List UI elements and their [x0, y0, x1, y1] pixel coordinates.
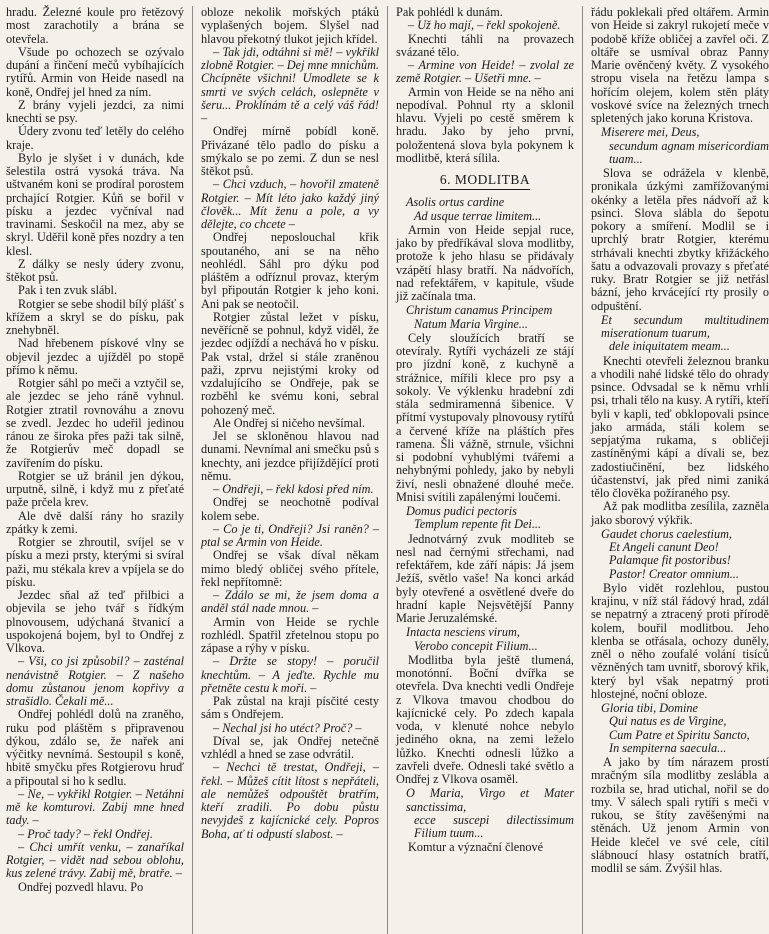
- verse-line: Et secundum multitudinem miserationum tuarum,: [601, 312, 769, 340]
- latin-verse: [396, 626, 574, 653]
- column-4: [591, 6, 769, 934]
- verse-line: Gloria tibi, Domine: [601, 701, 698, 715]
- verse-line: Pastor! Creator omnium...: [609, 566, 739, 581]
- paragraph: Až pak modlitba zesílila, zazněla jako sborový výkřik.: [591, 499, 769, 527]
- paragraph: Ondřej se však díval někam mimo bledý obličej svého přítele, řekl nepřítomně:: [201, 548, 379, 589]
- verse-line: Qui natus es de Virgine,: [609, 714, 727, 729]
- latin-verse: [396, 787, 574, 840]
- paragraph: Jednotvárný zvuk modliteb se nesl nad černými střechami, nad refektářem, kde září nápis: Já jsem Ježíš, světlo vaše! Na konci arkád byly otevřené a osvětlené dveře do hradní kaple Nejsvětější Panny Marie Jeruzalémské.: [396, 531, 574, 625]
- column-divider: [192, 6, 193, 934]
- verse-line: Miserere mei, Deus,: [601, 125, 700, 140]
- paragraph: Všude po ochozech se ozývalo dupání a řinčení mečů vybíhajících rytířů. Armin von Heide nasedl na koně, Ondřej jel hned za ním.: [6, 44, 184, 99]
- paragraph: Rotgier zůstal ležet v písku, nevěřícně se pohnul, když viděl, že jezdec odjíždí a nechává ho v písku. Pak vstal, držel si stále zraněnou paži, zprvu nejistými kroky od vzdalujícího se Ondřeje, pak se rozběhl ke svému koni, sebral pohozený meč.: [201, 309, 379, 417]
- paragraph: řádu poklekali před oltářem. Armin von Heide si zakryl rukojetí meče v podobě kříže obličej a zavřel oči. Z oltáře se usmíval obraz Panny Marie ověnčený květy. Z vysokého stropu visela na řetězu lampa s hořícím olejem, kolem stěn pláty voskové svíce na železných trnech spletených jako koruna Kristova.: [591, 5, 769, 125]
- verse-line: Gaudet chorus caelestium,: [601, 526, 732, 541]
- column-divider: [582, 6, 583, 934]
- paragraph: Rotgier se už bránil jen dýkou, urputně, silně, i když mu z přeťaté paže prčela krev.: [6, 468, 184, 510]
- verse-line: Asolis ortus cardine: [406, 195, 505, 210]
- latin-verse: [396, 505, 574, 532]
- latin-verse: [396, 196, 574, 223]
- paragraph: Armin von Heide sepjal ruce, jako by předříkával slova modlitby, protože k jeho hlasu se přidávaly vzápětí hlasy bratří. Na nádvořích, nad refektářem, v kapitule, všude již začínala tma.: [396, 222, 574, 303]
- paragraph: Díval se, jak Ondřej netečně vzhlédl a hned se zase odvrátil.: [201, 733, 379, 761]
- paragraph: Ondřej mírně pobídl koně. Přivázané tělo padlo do písku a smýkalo se po zemi. Z dun se nesl štěkot psů.: [201, 124, 379, 178]
- paragraph: Z dálky se nesly údery zvonu, štěkot psů.: [6, 256, 184, 284]
- paragraph: – Nechal jsi ho utéct? Proč? –: [213, 720, 362, 735]
- paragraph: Komtur a význační členové: [408, 840, 544, 855]
- paragraph: Ondřej pohlédl dolů na zraněho, ruku pod pláštěm s připravenou dýkou, zdálo se, že nařek ani výčitky nevnímá. Sestoupil s koně, hbitě smyčku přes Rotgierovu hruď a připoutal si ho k sedlu.: [6, 707, 184, 788]
- paragraph: Rotgier sáhl po meči a vztyčil se, ale jezdec se jeho ráně vyhnul. Rotgier ztratil rovnováhu a znovu se zvedl. Jezdec ho udeřil jedinou ránou ze široka přes paži tak silně, že Rotgierův meč dopadl se zavířením do písku.: [6, 376, 184, 470]
- paragraph: Z brány vyjeli jezdci, za nimi knechti se psy.: [6, 97, 184, 125]
- column-3: [396, 6, 574, 934]
- paragraph: Armin von Heide se na něho ani nepodíval. Pohnul rty a sklonil hlavu. Vyjeli po cestě směrem k hradu. Jako by jeho první, položentená slova byla pokynem k modlitbě, která sílila.: [396, 84, 574, 165]
- paragraph: – Ne, – vykřikl Rotgier. – Netáhni mě ke komturovi. Zabij mne hned tady. –: [6, 786, 184, 828]
- paragraph: Knechti táhli na provazech svázané tělo.: [396, 31, 574, 59]
- paragraph: – Zdálo se mi, že jsem doma a anděl stál nade mnou. –: [201, 588, 379, 616]
- column-1: [6, 6, 184, 934]
- verse-line: Intacta nesciens virum,: [406, 625, 520, 640]
- paragraph: Ondřej pozvedl hlavu. Po: [18, 879, 144, 894]
- paragraph: Ondřej neposlouchal křik spoutaného, ani se na něho neohlédl. Sáhl pro dýku pod pláštěm a odříznul provaz, kterým byl připoután Rotgier k jeho koni. Ani pak se neotočil.: [201, 230, 379, 311]
- paragraph: Bylo je slyšet i v dunách, kde šelestila ostrá vysoká tráva. Na uštvaném koni se prodíral porostem prchající Rotgier. Kůň se bořil v písku a jezdec vyčníval nad travinami. Seskočil na mez, aby se skryl. Uděřil koně přes nozdry a ten klesl.: [6, 150, 184, 258]
- verse-line: O Maria, Virgo et Mater sanctissima,: [406, 786, 574, 814]
- paragraph: Pak i ten zvuk slábl.: [18, 283, 118, 298]
- paragraph: – Chci vzduch, – hovořil zmateně Rotgier. – Mít léto jako každý jiný člověk... Mít ženu a pole, a vy dělejte, co chcete –: [201, 177, 379, 231]
- paragraph: – Držte se stopy! – poručil knechtům. – A jeďte. Rychle mu přetněte cestu k moři. –: [201, 654, 379, 695]
- paragraph: Údery zvonu teď letěly do celého kraje.: [6, 124, 184, 152]
- paragraph: Knechti otevřeli železnou branku a vhodili nahé lidské tělo do ohrady psince. Odvsadal se k němu vrhli psi, trhali tělo na kusy. A rytíři, kteří byli v kapli, teď obklopovali psince jako armáda, stáli kolem se sepjatýma rukama, s obličeji zastíněnými kápí a dívali se, bez zadostiučinění, bez lidského účastenství, jak před nimi zaniká tělo člověka požíraného psy.: [591, 353, 769, 500]
- verse-line: Domus pudici pectoris: [406, 504, 517, 518]
- verse-line: ecce suscepi dilectissimum Filium tuum...: [414, 812, 574, 840]
- verse-line: Templum repente fit Dei...: [414, 517, 542, 532]
- latin-verse: [591, 702, 769, 755]
- paragraph: – Vši, co jsi způsobil? – zasténal nenávistně Rotgier. – Z našeho domu zůstanou jenom kopřivy a strašidlo. Čekali mě...: [6, 654, 184, 708]
- paragraph: Cely sloužících bratří se otevíraly. Rytíři vycházeli ze stájí pro jízdní koně, z kuchyně a strážnice, mířili klece pro psy a sokoly. Ve výklenku hradební zdi stála sedmiramenná šibenice. V přítmí vystupovaly plnovousy rytířů a červené kříže na pláštích přes ramena. Šli vážně, strnule, všichni si podobní vyhublými tvářemi a nehybnými pohledy, jako by nebyli živí, nesli obnažené dlouhé meče. Mnisi svítili zapálenými loučemi.: [396, 330, 574, 504]
- paragraph: Modlitba byla ještě tlumená, monotónní. Boční dvířka se otevřela. Dva knechti vedli Ondřeje z Vlkova tmavou chodbou do kajícnické cely. Po zdech kapala voda, v klenuté nohce nebylo jediného okna, na zemi leželo lůžko. Knechti odnesli lůžko a zavřeli dveře. Odnesli také světlo a Ondřej z Vlkova osaměl.: [396, 652, 574, 786]
- paragraph: Ale dvě další rány ho srazily zpátky k zemi.: [6, 508, 184, 536]
- verse-line: dele iniquitatem meam...: [609, 339, 730, 354]
- verse-line: Verobo concepit Filium...: [414, 638, 538, 653]
- paragraph: – Proč tady? – řekl Ondřej.: [18, 826, 153, 841]
- paragraph: Pak zůstal na kraji písčité cesty sám s Ondřejem.: [201, 694, 379, 722]
- latin-verse: [591, 528, 769, 581]
- heading-underline: [440, 189, 530, 190]
- paragraph: – Nechci tě trestat, Ondřeji, – řekl. – Můžeš cítit lítost s nepřáteli, ale nemůžeš odpouštět bratřím, kteří zradili. Po dobu půstu nevyjdeš z kajícnické cely. Popros Boha, ať ti odpustí slabost. –: [201, 760, 379, 841]
- verse-line: Palamque fit postoribus!: [609, 553, 731, 568]
- paragraph: Rotgier se zhroutil, svíjel se v písku a mezi prsty, kterými si svíral paži, mu stékala krev a vpíjela se do písku.: [6, 535, 184, 589]
- verse-line: In sempiterna saecula...: [609, 740, 727, 755]
- paragraph: Ondřej se neochotně podíval kolem sebe.: [201, 495, 379, 523]
- paragraph: – Ondřeji, – řekl kdosi před ním.: [213, 482, 374, 496]
- paragraph: Slova se odrážela v klenbě, pronikala úzkými zamřížovanými okénky a letěla přes nádvoří až k psinci. Slova slábla do šepotu pokory a smíření. Modlil se i uprchlý bratr Rotgier, kterému strhávali knechti zbytky křižáckého šatu a odvazovali provazy s přeťaté ruky. Bratr Rotgier se již netřásl bázní, jeho krvácející rty prosily o odpuštění.: [591, 166, 769, 313]
- paragraph: obloze nekolik mořských ptáků vyplašených bojem. Slyšel nad hlavou překotný tlukot jejich křídel.: [201, 5, 379, 46]
- paragraph: Jel se skloněnou hlavou nad dunami. Nevnímal ani smečku psů s knechty, ani jezdce přijíždějící proti němu.: [201, 429, 379, 483]
- verse-line: Natum Maria Virgine...: [414, 316, 528, 331]
- paragraph: Jezdec sňal až teď přilbici a objevila se jeho tvář s řídkým plnovousem, udýchaná štvanicí a uspokojená bojem, byl to Ondřej z Vlkova.: [6, 588, 184, 655]
- paragraph: Pak pohlédl k dunám.: [396, 5, 503, 19]
- paragraph: A jako by tím nárazem prostí mračným síla modlitby zeslábla a rozbila se, hrad utichal, nořil se do tmy. V sálech spali rytíři s meči v rukou, se štíty zavěšenými na stěnách. Už jenom Armin von Heide klečel ve své cele, cítil slábnoucí hlasy ostatních bratří, modlil se sám. Zvýšil hlas.: [591, 755, 769, 875]
- paragraph: Ale Ondřej si ničeho nevšímal.: [213, 415, 366, 430]
- paragraph: hradu. Železné koule pro řetězový most zarachotily a brána se otevřela.: [6, 5, 184, 46]
- verse-line: Ad usque terrae limitem...: [414, 208, 542, 223]
- paragraph: Bylo vidět rozlehlou, pustou krajinu, v níž stál řádový hrad, zdál se nepatrný a ztracený proti přírodě kolem, bouřil modlitbou. Jeho klenba se otřásala, ochozy duněly, zněl o něho zoufalé volání tisíců vězněných tam uvnitř, sborový křik, který byl však nepatrný proti hlostejné, noční obloze.: [591, 580, 769, 701]
- paragraph: Nad hřebenem pískové vlny se objevil jezdec a ujížděl po stopě přímo k němu.: [6, 336, 184, 377]
- latin-verse: [591, 126, 769, 166]
- paragraph: – Chci umřít venku, – zanaříkal Rotgier, – vidět nad sebou oblohu, kus zelené trávy. Zabij mě, bratře. –: [6, 839, 184, 881]
- column-divider: [387, 6, 388, 934]
- paragraph: – Armine von Heide! – zvolal ze země Rotgier. – Ušetři mne. –: [396, 58, 574, 86]
- verse-line: secundum agnam misericordiam tuam...: [609, 138, 769, 166]
- paragraph: Armin von Heide se rychle rozhlédl. Spatřil zřetelnou stopu po zápase a rýhy v písku.: [201, 614, 379, 655]
- latin-verse: [396, 304, 574, 331]
- latin-verse: [591, 314, 769, 354]
- paragraph: – Co je ti, Ondřeji? Jsi raněn? – ptal se Armin von Heide.: [201, 521, 379, 549]
- chapter-heading-text: 6. MODLITBA: [439, 172, 531, 187]
- paragraph: Rotgier se sebe shodil bílý plášť s křížem a skryl se do písku, pak znehybněl.: [6, 296, 184, 337]
- paragraph: – Tak jdi, odtáhni si mě! – vykřikl zlobně Rotgier. – Dej mne mnichům. Chcípněte všichni! Umodlete se k smrti ve svých celách, oslepněte v šeru... Proklínám tě a celý váš řád! –: [201, 44, 379, 125]
- verse-line: Christum canamus Principem: [406, 303, 553, 318]
- verse-line: Et Angeli canunt Deo!: [609, 540, 719, 554]
- chapter-heading: [396, 173, 574, 190]
- paragraph: – Už ho mají, – řekl spokojeně.: [408, 18, 561, 33]
- verse-line: Cum Patre et Spiritu Sancto,: [609, 727, 750, 742]
- column-2: [201, 6, 379, 934]
